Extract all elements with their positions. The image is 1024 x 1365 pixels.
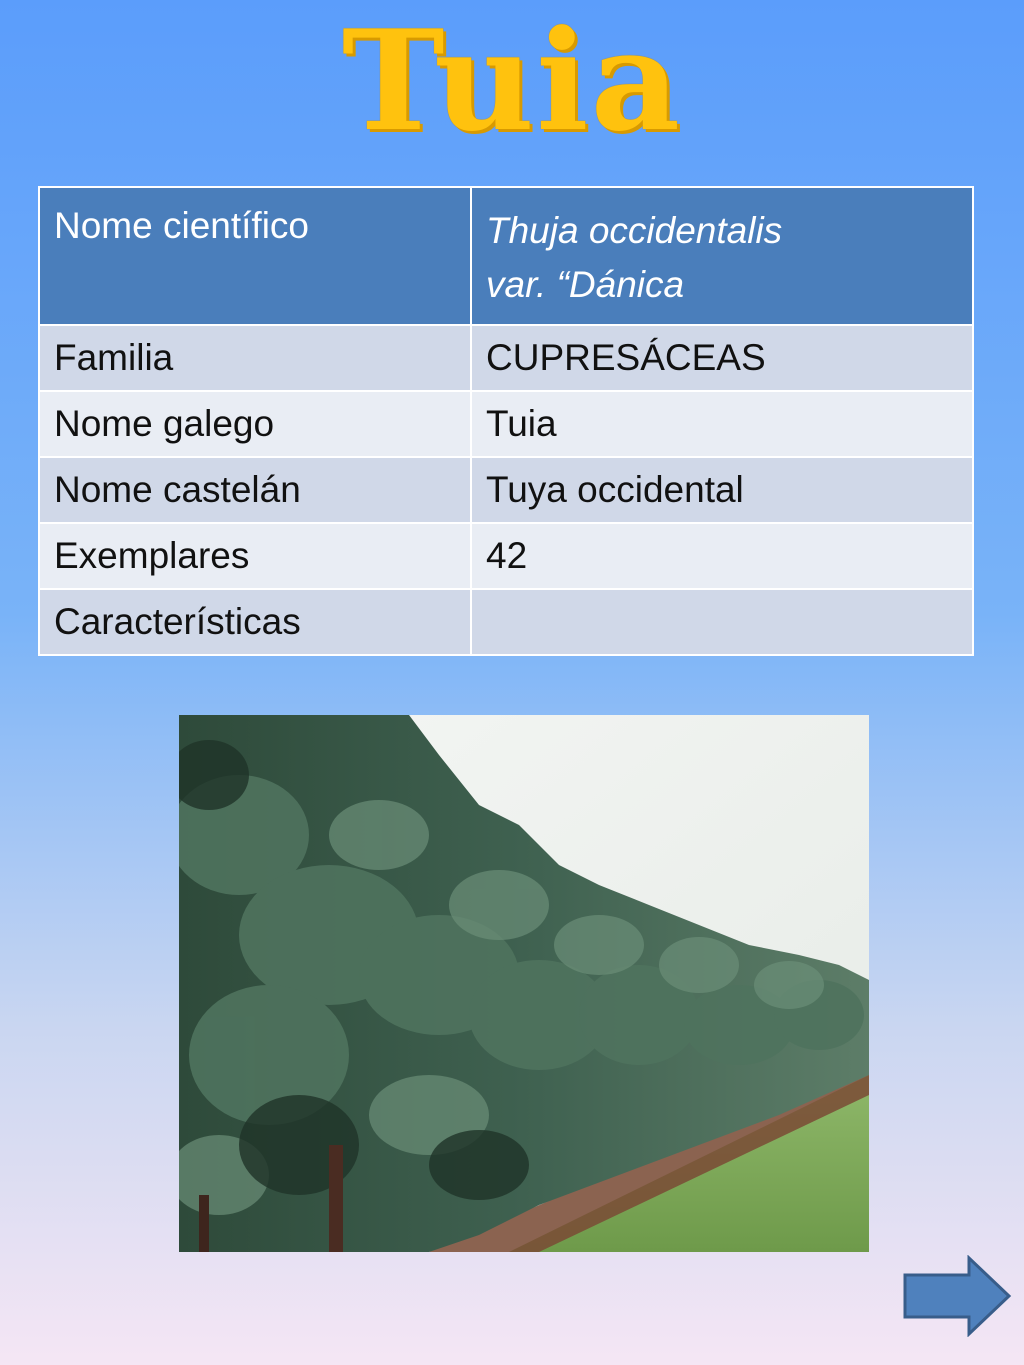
family-label: Familia (39, 325, 471, 391)
table-row (39, 325, 973, 391)
scientific-name-label: Nome científico (39, 187, 471, 325)
specimens-value: 42 (471, 523, 973, 589)
specimens-label: Exemplares (39, 523, 471, 589)
spanish-name-value: Tuya occidental (471, 457, 973, 523)
scientific-name-line2: var. “Dánica (486, 264, 685, 305)
scientific-name-line1: Thuja occidentalis (486, 210, 783, 251)
galician-name-value: Tuia (471, 391, 973, 457)
characteristics-label: Características (39, 589, 471, 655)
table-row (39, 589, 973, 655)
scientific-name-value (471, 187, 973, 325)
family-value: CUPRESÁCEAS (471, 325, 973, 391)
species-info-table (38, 186, 974, 656)
spanish-name-label: Nome castelán (39, 457, 471, 523)
table-row (39, 391, 973, 457)
page-title: Tuia (341, 0, 683, 162)
next-slide-button[interactable] (902, 1255, 1012, 1337)
characteristics-value (471, 589, 973, 655)
right-arrow-icon (902, 1255, 1012, 1337)
thuja-hedge-photo (179, 715, 869, 1252)
table-row (39, 523, 973, 589)
galician-name-label: Nome galego (39, 391, 471, 457)
table-row (39, 457, 973, 523)
table-header-row (39, 187, 973, 325)
